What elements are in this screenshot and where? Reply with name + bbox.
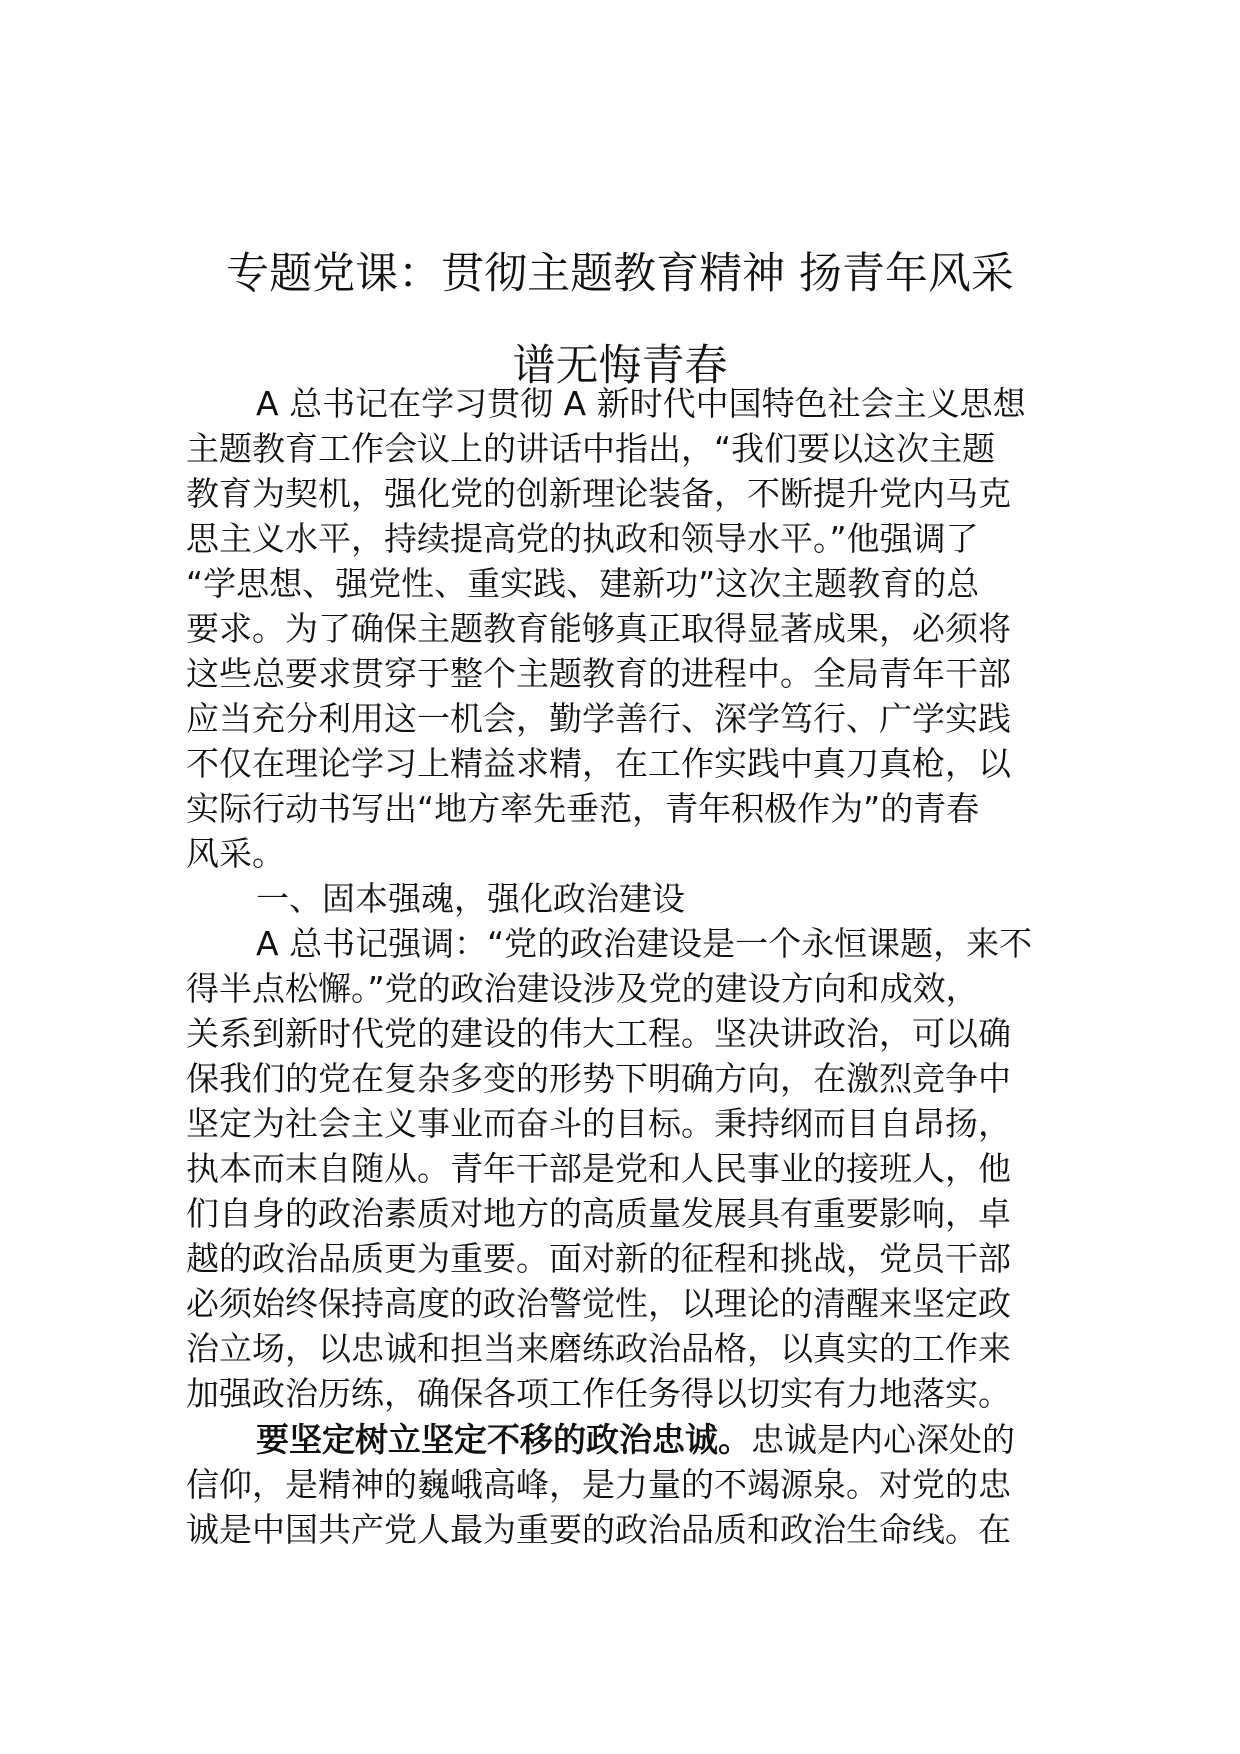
paragraph-line: 要求。为了确保主题教育能够真正取得显著成果，必须将 (186, 609, 1011, 648)
document-title-line-1: 专题党课：贯彻主题教育精神 扬青年风采 (226, 248, 1014, 299)
paragraph-line: 执本而末自随从。青年干部是党和人民事业的接班人，他 (186, 1149, 1011, 1188)
paragraph-line: 不仅在理论学习上精益求精，在工作实践中真刀真枪，以 (186, 744, 1011, 783)
paragraph-line: 诚是中国共产党人最为重要的政治品质和政治生命线。在 (186, 1510, 1011, 1549)
paragraph-line-with-lead (186, 1417, 1058, 1462)
paragraph-line: “学思想、强党性、重实践、建新功”这次主题教育的总 (186, 564, 980, 603)
paragraph-line: A 总书记在学习贯彻 A 新时代中国特色社会主义思想 (256, 384, 1026, 423)
bold-lead-text: 要坚定树立坚定不移的政治忠诚。 (256, 1420, 751, 1459)
paragraph-intro (186, 381, 1058, 876)
paragraph-line: 应当充分利用这一机会，勤学善行、深学笃行、广学实践 (186, 699, 1011, 738)
section-heading (186, 876, 1058, 921)
paragraph-line: 信仰，是精神的巍峨高峰，是力量的不竭源泉。对党的忠 (186, 1465, 1011, 1504)
section-heading-text: 一、固本强魂，强化政治建设 (256, 879, 685, 918)
paragraph-line: 保我们的党在复杂多变的形势下明确方向，在激烈竞争中 (186, 1059, 1011, 1098)
paragraph-line: 加强政治历练，确保各项工作任务得以切实有力地落实。 (186, 1374, 1011, 1413)
paragraph-line: 治立场，以忠诚和担当来磨练政治品格，以真实的工作来 (186, 1329, 1011, 1368)
document-title-line-2: 谱无悔青春 (512, 340, 728, 391)
paragraph-line: A 总书记强调：“党的政治建设是一个永恒课题，来不 (256, 924, 1033, 963)
paragraph-line: 们自身的政治素质对地方的高质量发展具有重要影响，卓 (186, 1194, 1011, 1233)
paragraph-political-building (186, 921, 1058, 1416)
paragraph-line: 得半点松懈。”党的政治建设涉及党的建设方向和成效， (186, 969, 979, 1008)
paragraph-line: 教育为契机，强化党的创新理论装备，不断提升党内马克 (186, 474, 1011, 513)
paragraph-line: 必须始终保持高度的政治警觉性，以理论的清醒来坚定政 (186, 1284, 1011, 1323)
paragraph-line: 风采。 (186, 834, 285, 873)
paragraph-political-loyalty (186, 1417, 1058, 1552)
paragraph-line: 坚定为社会主义事业而奋斗的目标。秉持纲而目自昂扬， (186, 1104, 1011, 1143)
paragraph-line-text: 忠诚是内心深处的 (751, 1420, 1015, 1459)
paragraph-line: 实际行动书写出“地方率先垂范，青年积极作为”的青春 (186, 789, 980, 828)
paragraph-line: 越的政治品质更为重要。面对新的征程和挑战，党员干部 (186, 1239, 1011, 1278)
paragraph-line: 思主义水平，持续提高党的执政和领导水平。”他强调了 (186, 519, 979, 558)
paragraph-line: 主题教育工作会议上的讲话中指出，“我们要以这次主题 (186, 429, 996, 468)
paragraph-line: 这些总要求贯穿于整个主题教育的进程中。全局青年干部 (186, 654, 1011, 693)
paragraph-line: 关系到新时代党的建设的伟大工程。坚决讲政治，可以确 (186, 1014, 1011, 1053)
